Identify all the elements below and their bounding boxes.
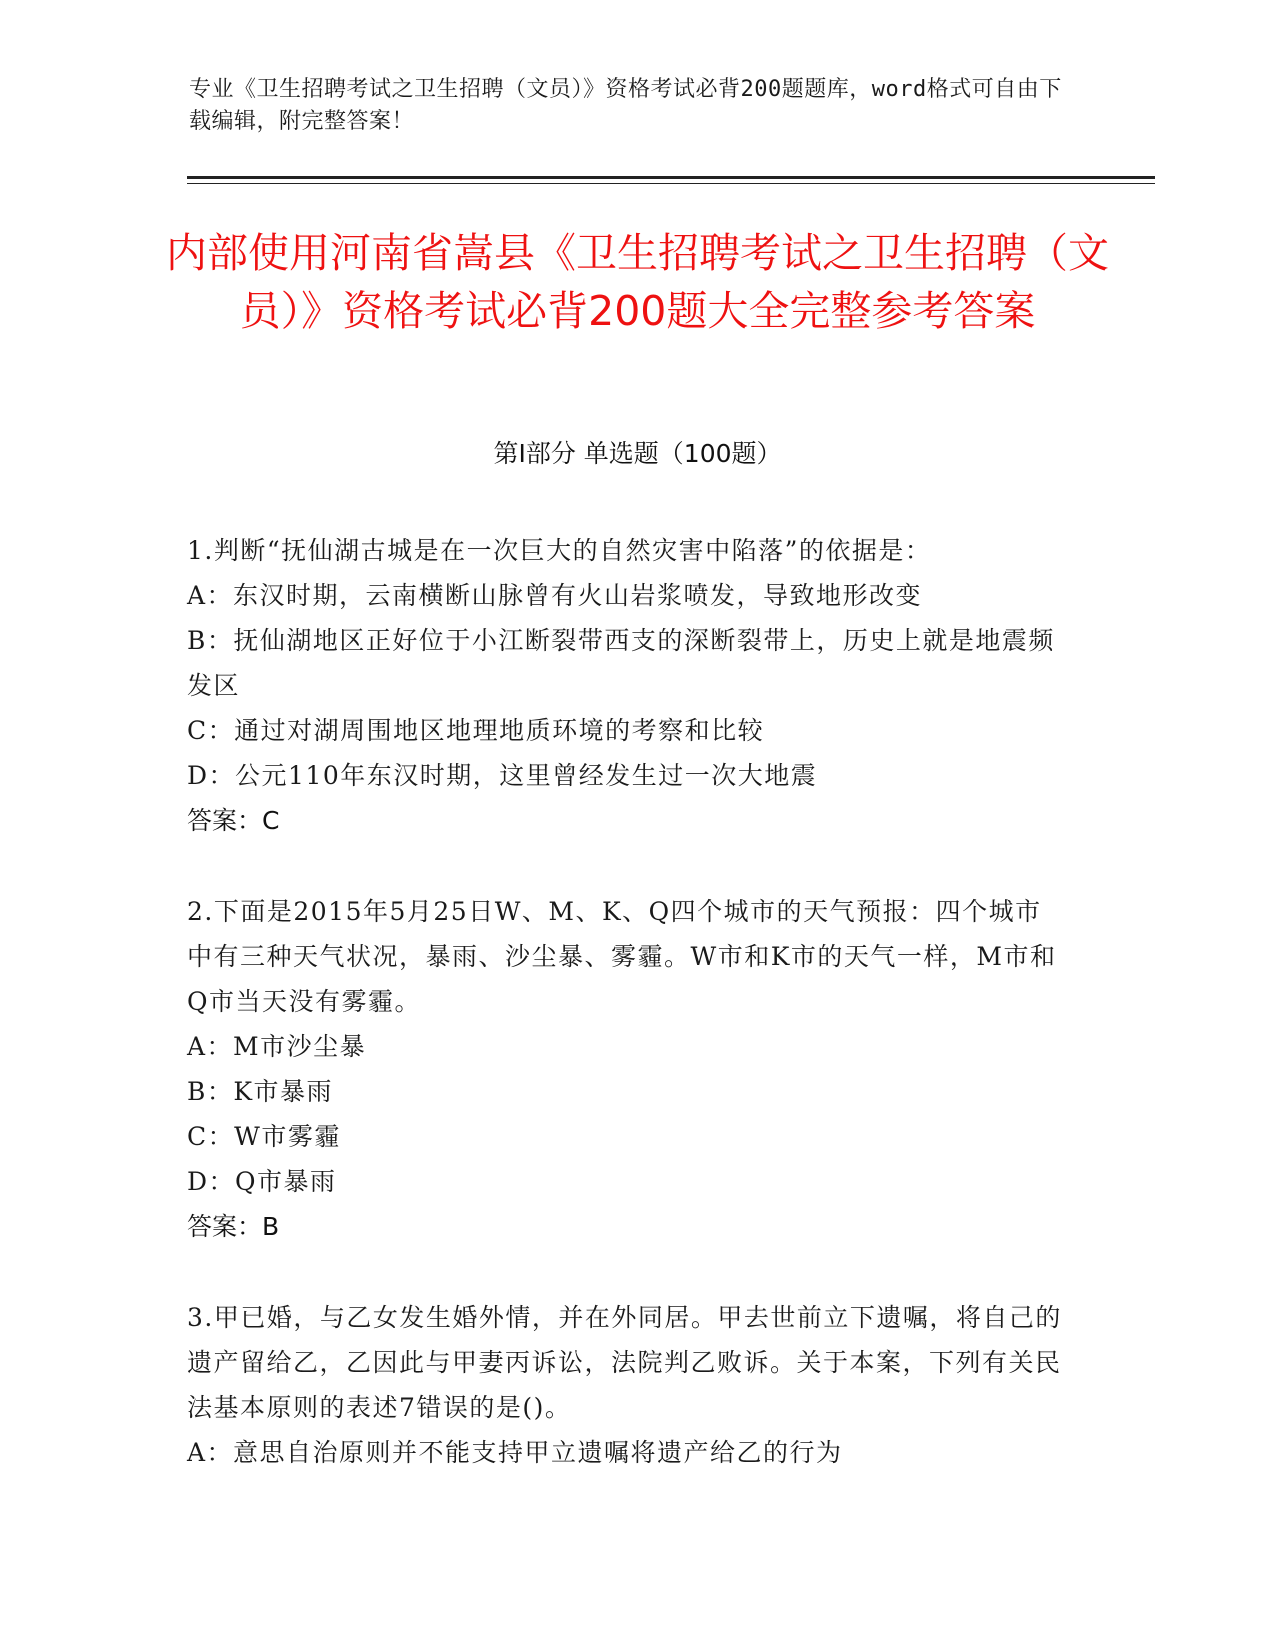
question-3 [187,1295,1067,1475]
option-a: A：意思自治原则并不能支持甲立遗嘱将遗产给乙的行为 [187,1438,843,1467]
question-1 [187,528,1067,843]
option-c: C：通过对湖周围地区地理地质环境的考察和比较 [187,716,765,745]
header-rule-thin [187,183,1155,184]
header-note: 专业《卫生招聘考试之卫生招聘（文员）》资格考试必背200题题库，word格式可自由下载编辑，附完整答案！ [189,77,1062,134]
option-d: D：Q市暴雨 [187,1167,337,1196]
section-heading: 第Ⅰ部分 单选题（100题） [493,439,782,468]
question-list [187,528,1067,1521]
document-title: 内部使用河南省嵩县《卫生招聘考试之卫生招聘（文员）》资格考试必背200题大全完整参考答案 [166,229,1109,335]
option-a: A：东汉时期，云南横断山脉曾有火山岩浆喷发，导致地形改变 [187,581,923,610]
option-d: D：公元110年东汉时期，这里曾经发生过一次大地震 [187,761,818,790]
option-b: B：抚仙湖地区正好位于小江断裂带西支的深断裂带上，历史上就是地震频发区 [187,626,1055,700]
header-rule-thick [187,176,1155,179]
question-stem: 2.下面是2015年5月25日W、M、K、Q四个城市的天气预报：四个城市中有三种天气状况，暴雨、沙尘暴、雾霾。W市和K市的天气一样，M市和Q市当天没有雾霾。 [187,897,1057,1016]
question-stem: 1.判断“抚仙湖古城是在一次巨大的自然灾害中陷落”的依据是： [187,536,932,565]
question-2 [187,889,1067,1249]
answer: 答案：B [187,1212,280,1241]
option-b: B：K市暴雨 [187,1077,334,1106]
option-c: C：W市雾霾 [187,1122,341,1151]
option-a: A：M市沙尘暴 [187,1032,367,1061]
answer: 答案：C [187,806,280,835]
question-stem: 3.甲已婚，与乙女发生婚外情，并在外同居。甲去世前立下遗嘱，将自己的遗产留给乙，乙因此与甲妻丙诉讼，法院判乙败诉。关于本案，下列有关民法基本原则的表述7错误的是()。 [187,1303,1062,1422]
